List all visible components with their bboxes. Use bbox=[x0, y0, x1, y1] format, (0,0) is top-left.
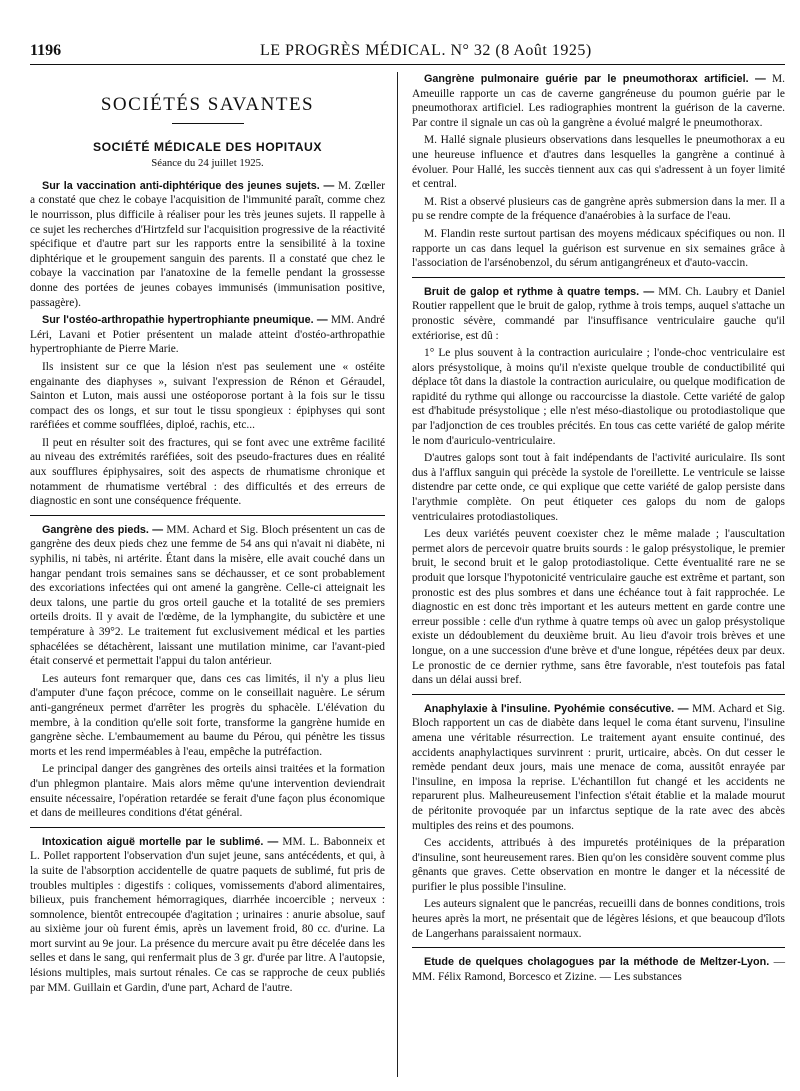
paragraph: Les deux variétés peuvent coexister chez le même malade ; l'auscultation permet alors de percevoir quatre bruits sourds : le galop présystolique, le premier bruit, le second bruit et le galop protodiastolique. Cette éventualité rare ne se produit que lorsque l'hypotonicité ventriculaire gauche est extrême et partant, son pronostic est des plus sombres et dans une échéance tout à fait rapprochée. Le diagnostic en est donc très important et les auteurs mettent en garde contre une erreur possible : celle d'un rythme à quatre temps où avec un galop présystolique existe un dédoublement du deuxième bruit. Au lieu d'avoir trois brèves et une longue, on a une succession d'une brève et d'une longue, répétées deux par deux. Le pronostic de ce dernier rythme, sans être favorable, n'est toutefois pas fatal dans un délai aussi bref. bbox=[412, 528, 785, 687]
section-title: SOCIÉTÉS SAVANTES bbox=[100, 94, 315, 115]
article-separator bbox=[30, 827, 385, 828]
paragraph: M. Hallé signale plusieurs observations dans lesquelles le pneumothorax a eu une heureuse influence et d'autres dans lesquelles la gangrène a continué à évoluer. Pour Hallé, les succès tiennent aux cas qui s'adressent à un foyer limité et central. bbox=[412, 134, 785, 191]
paragraph: 1° Le plus souvent à la contraction auriculaire ; l'onde-choc ventriculaire est alors présystolique, à moins qu'il n'existe quelque trouble de conductibilité qui déplace tôt dans la diastole la contraction auriculaire, ou quelque modification de rapidité du rythme qui allonge ou raccourcisse la diastole. Cette variété de galop est d'habitude présystolique ; elle n'est méso-diastolique ou protodiastolique que par l'adjonction de ces troubles précités. En tous cas cette variété de galop mérite le nom d'auriculo-ventriculaire. bbox=[412, 347, 785, 447]
paragraph: Ces accidents, attribués à des impuretés protéiniques de la préparation d'insuline, sont heureusement rares. Bien qu'on les considère souvent comme plus gênants que graves. Cette observation en montre le danger et la nécessité de purifier le plus possible l'insuline. bbox=[412, 837, 785, 893]
paragraph: D'autres galops sont tout à fait indépendants de l'activité auriculaire. Ils sont dus à l'afflux sanguin qui précède la systole de l'oreillette. Le ventricule se laisse distendre par cette onde, ce qui explique que cette variété de galop persiste dans l'arythmie complète. On peut étiqueter ces galops du nom de galops ventriculaires protodiastoliques. bbox=[412, 452, 785, 523]
session-date: Séance du 24 juillet 1925. bbox=[151, 157, 264, 170]
article-text: M. Ameuille rapporte un cas de caverne gangréneuse du poumon guérie par le pneumothorax artificiel. Les radiographies montrent la guérison de la caverne. Par contre il signale un cas où la gangrène a évolué malgré le pneumothorax. bbox=[412, 73, 785, 129]
article-separator bbox=[412, 277, 785, 278]
section-rule bbox=[172, 123, 244, 124]
article-heading: Intoxication aiguë mortelle par le sublimé. — bbox=[42, 835, 279, 848]
article-bruit-de-galop bbox=[412, 285, 785, 343]
paragraph: M. Rist a observé plusieurs cas de gangrène après submersion dans la mer. Il a pu se rendre compte de la fréquence d'anaérobies à la surface de l'eau. bbox=[412, 195, 785, 223]
article-heading: Sur l'ostéo-arthropathie hypertrophiante pneumique. — bbox=[42, 314, 328, 327]
column-divider bbox=[397, 72, 398, 1077]
article-separator bbox=[412, 947, 785, 948]
society-title: SOCIÉTÉ MÉDICALE DES HOPITAUX bbox=[93, 139, 322, 154]
article-separator bbox=[412, 694, 785, 695]
paragraph: Les auteurs font remarquer que, dans ces cas limités, il n'y a plus lieu d'amputer d'une façon précoce, comme on le conseillait naguère. Le sérum anti-gangréneux permet d'arrêter les progrès du sphacèle. L'élévation du membre, à la condition qu'elle soit forte, transforme la gangrène humide en gangrène sèche. L'embaumement au baume du Pérou, qui pénètre les tissus morts et les rend imperméables à l'eau, empêche la putréfaction. bbox=[30, 672, 385, 758]
paragraph: Il peut en résulter soit des fractures, qui se font avec une extrême facilité au niveau des extrémités raréfiées, soit des pseudo-fractures dues en réalité aux soufflures épiphysaires, soit des aspects de rhumatisme chronique et notamment de rhumatisme vertébral : des difficultés et des erreurs de diagnostic en sont une conséquence fréquente. bbox=[30, 436, 385, 508]
paragraph: Le principal danger des gangrènes des orteils ainsi traitées et la formation d'un phlegmon plantaire. Mais alors même qu'une intervention deviendrait ensuite nécessaire, l'opération retardée se ferait d'une façon plus économique et dans de meilleures conditions d'état général. bbox=[30, 763, 385, 820]
article-intoxication bbox=[30, 835, 385, 996]
article-heading: Gangrène pulmonaire guérie par le pneumothorax artificiel. — bbox=[424, 73, 766, 85]
article-text: MM. Achard et Sig. Bloch présentent un cas de gangrène des deux pieds chez une femme de 54 ans qui n'avait ni diabète, ni syphilis, ni tabès, ni artérite. Étant dans la misère, elle avait couché dans un hangar pendant trois semaines sans se déchausser, et ce sont probablement des excoriations infectées qui ont amené la gangrène. Celle-ci atteignait les deux talons, une partie du gros orteil gauche et la totalité de ses premiers orteils droits. Il y avait de l'œdème, de la lymphangite, du subictère et une température à 39°2. Le traitement fut exclusivement médical et les parties sphacélées se détachèrent, laissant une mutilation minime, car l'avant-pied était conservé et permettait l'appui du talon antérieur. bbox=[30, 523, 385, 668]
paragraph: Ils insistent sur ce que la lésion n'est pas seulement une « ostéite engainante des diaphyses », suivant l'expression de Rénon et Géraudel, Sainton et Luton, mais aussi une ostéoporose portant à la fois sur le tissu compact des os longs, et sur tout le tissu spongieux : épiphyses qui sont raréfiées et comme soufflées, diploé, rachis, etc... bbox=[30, 360, 385, 432]
article-separator bbox=[30, 515, 385, 516]
article-vaccination bbox=[30, 179, 385, 310]
article-heading: Gangrène des pieds. — bbox=[42, 523, 164, 536]
header-rule bbox=[30, 64, 785, 65]
article-osteo-arthropathie bbox=[30, 313, 385, 357]
article-cholagogues bbox=[412, 955, 785, 984]
article-heading: Sur la vaccination anti-diphtérique des jeunes sujets. — bbox=[42, 179, 335, 192]
paragraph: Les auteurs signalent que le pancréas, recueilli dans de bonnes conditions, trois heures après la mort, ne présentait que de légères lésions, et que beaucoup d'îlots de Langerhans paraissaient normaux. bbox=[412, 898, 785, 940]
article-text: MM. L. Babonneix et L. Pollet rapportent l'observation d'un sujet jeune, sans antécédents, et qui, à la suite de l'absorption accidentelle de quatre paquets de sublimé, fut pris de troubles multiples : digestifs : coliques, vomissements d'abord alimentaires, bilieux, puis franchement hémorragiques, diarrhée incoercible ; nerveux : somnolence, bientôt entrecoupée d'agitation ; urinaires : anurie absolue, sauf au sixième jour où furent émis, après un lavement froid, 80 cc. d'urine. La mort survint au 9e jour. La présence du mercure avait pu être décelée dans les selles et dans le sang, qui renfermait plus de 3 gr. d'urée par litre. A l'autopsie, lésions multiples, mais surtout rénales. Ce cas se rapproche de ceux publiés par MM. Guillain et Gardin, d'une part, Achard de l'autre. bbox=[30, 835, 385, 994]
article-heading: Bruit de galop et rythme à quatre temps. — bbox=[424, 285, 655, 298]
left-column bbox=[30, 72, 385, 998]
right-column bbox=[412, 72, 785, 987]
article-heading: Anaphylaxie à l'insuline. Pyohémie consécutive. — bbox=[424, 702, 689, 715]
article-gangrene-pieds bbox=[30, 523, 385, 669]
article-text: MM. Ch. Laubry et Daniel Routier rappellent que le bruit de galop, rythme à trois temps, auquel s'attache un pronostic sévère, commandé par l'insuffisance ventriculaire gauche qu'il extériorise, est dû : bbox=[412, 285, 785, 342]
article-heading: Etude de quelques cholagogues par la méthode de Meltzer-Lyon. bbox=[424, 956, 770, 969]
article-gangrene-pulmonaire bbox=[412, 72, 785, 130]
page-number: 1196 bbox=[30, 42, 62, 59]
article-text: MM. Achard et Sig. Bloch rapportent un cas de diabète dans lequel le coma étant survenu, l'insuline amena une véritable résurrection. Le traitement ayant ensuite continué, des accidents anaphylactiques survinrent : prurit, urticaire, abcès. On dut cesser le remède pendant deux jours, mais une menace de coma, aussitôt enrayée par l'insuline, en imposa la reprise. L'échantillon fut changé et les accidents ne reparurent plus. Malheureusement l'infection s'était établie et la malade mourut de péritonite provoquée par un infarctus septique de la rate avec des abcès multiples des reins et des poumons. bbox=[412, 702, 785, 832]
article-text: M. Zœller a constaté que chez le cobaye l'acquisition de l'immunité paraît, comme chez le nourrisson, plus difficile à réaliser pour les très jeunes sujets. Il rappelle à ce sujet les recherches d'Hirtzfeld sur l'acquisition progressive de la réactivité spécifique et d'autre part sur les rapports entre la sensibilité à la toxine diphtérique et le groupement sanguin des parents. Il a constaté que chez le cobaye la vaccination par l'anatoxine de la femelle pendant la grossesse donne des portées de jeunes cobayes immunisés (immunisation positive, passagère). bbox=[30, 179, 385, 309]
page-header bbox=[30, 40, 785, 64]
paragraph: M. Flandin reste surtout partisan des moyens médicaux spécifiques ou non. Il rapporte un cas dans lequel la guérison est survenue en six semaines grâce à l'association de l'arsénobenzol, du sérum antigangréneux et d'auto-vaccin. bbox=[412, 227, 785, 270]
article-anaphylaxie bbox=[412, 702, 785, 833]
journal-title: LE PROGRÈS MÉDICAL. N° 32 (8 Août 1925) bbox=[260, 42, 592, 59]
article-text: MM. André Léri, Lavani et Potier présentent un malade atteint d'ostéo-arthropathie hypertrophiante de Pierre Marie. bbox=[30, 314, 385, 356]
article-text: — MM. Félix Ramond, Borcesco et Zizine. — Les substances bbox=[412, 956, 785, 983]
